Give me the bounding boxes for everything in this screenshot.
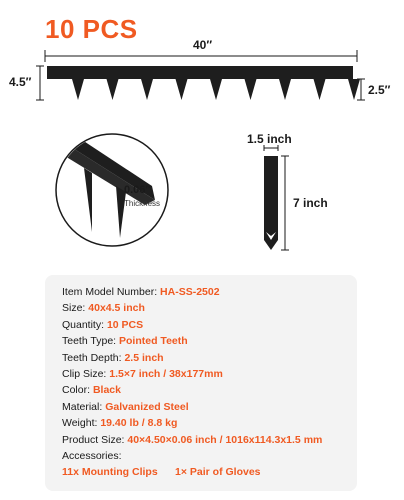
edging-tooth bbox=[279, 79, 291, 100]
spec-row bbox=[62, 449, 122, 463]
product-title: 10 PCS bbox=[45, 14, 138, 44]
edging-tooth bbox=[72, 79, 84, 100]
edging-tooth bbox=[314, 79, 326, 100]
spec-value: HA-SS-2502 bbox=[160, 286, 220, 298]
spec-row bbox=[62, 367, 223, 381]
spec-value: 2.5 inch bbox=[124, 351, 164, 364]
edging-tooth bbox=[107, 79, 119, 100]
spec-row bbox=[62, 400, 189, 414]
edging-strip bbox=[47, 66, 353, 79]
spec-label: Color: bbox=[62, 384, 93, 397]
edging-tooth bbox=[141, 79, 153, 100]
teeth-label: 2.5′′ bbox=[368, 83, 391, 97]
mounting-clip bbox=[264, 156, 278, 250]
clip-width-label: 1.5 inch bbox=[247, 132, 292, 146]
accessory-item: 1× Pair of Gloves bbox=[175, 466, 261, 479]
spec-row bbox=[62, 433, 322, 447]
spec-row bbox=[62, 285, 220, 299]
spec-value: Galvanized Steel bbox=[105, 400, 189, 413]
spec-value: 40×4.50×0.06 inch / 1016x114.3x1.5 mm bbox=[127, 433, 323, 446]
spec-value: Pointed Teeth bbox=[119, 335, 188, 348]
edging-tooth bbox=[210, 79, 222, 100]
spec-label: Teeth Type: bbox=[62, 335, 120, 348]
spec-row bbox=[62, 301, 145, 315]
length-label: 40′′ bbox=[193, 38, 213, 52]
thickness-value: 0.06′′ bbox=[124, 184, 151, 196]
clip-height-label: 7 inch bbox=[293, 196, 328, 210]
spec-row bbox=[62, 318, 143, 332]
spec-value: 40x4.5 inch bbox=[88, 302, 145, 315]
spec-row bbox=[62, 383, 121, 397]
thickness-label: Thickness bbox=[124, 199, 161, 208]
spec-label: Item Model Number: bbox=[62, 286, 161, 298]
spec-value: Black bbox=[92, 384, 121, 397]
spec-row bbox=[62, 334, 188, 348]
spec-label: Product Size: bbox=[62, 433, 128, 446]
spec-value: 1.5×7 inch / 38x177mm bbox=[109, 368, 223, 380]
spec-label: Material: bbox=[62, 400, 106, 413]
edging-teeth bbox=[72, 79, 360, 100]
spec-label: Teeth Depth: bbox=[62, 351, 125, 364]
spec-row bbox=[62, 416, 177, 430]
spec-value: 19.40 lb / 8.8 kg bbox=[100, 417, 178, 430]
edging-tooth bbox=[348, 79, 360, 100]
height-label: 4.5′′ bbox=[9, 75, 32, 89]
edging-tooth bbox=[176, 79, 188, 100]
spec-label: Weight: bbox=[62, 417, 101, 430]
accessory-item: 11x Mounting Clips bbox=[62, 466, 158, 479]
edging-tooth bbox=[245, 79, 257, 100]
spec-row bbox=[62, 351, 164, 365]
spec-label: Clip Size: bbox=[62, 368, 110, 380]
spec-value: 10 PCS bbox=[106, 318, 144, 331]
spec-label: Quantity: bbox=[62, 318, 107, 331]
spec-label: Accessories: bbox=[62, 450, 122, 462]
spec-label: Size: bbox=[62, 302, 89, 315]
